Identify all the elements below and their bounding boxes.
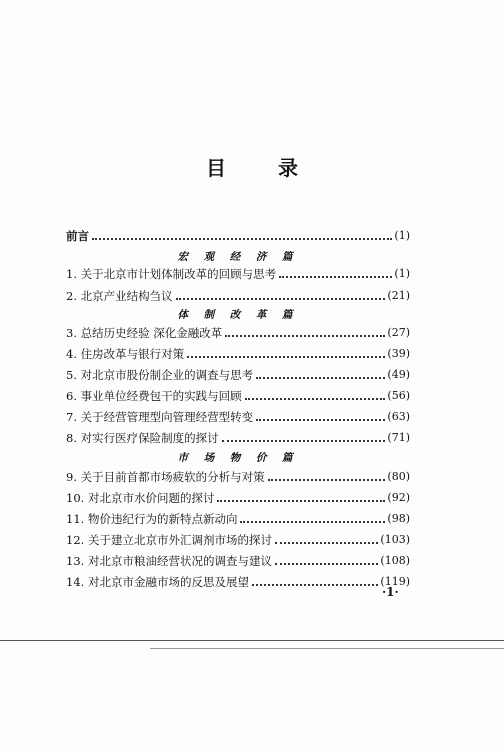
page-title [0,152,504,181]
toc-entry[interactable] [66,345,410,361]
leader-dots [225,334,385,337]
toc-entry-page: (71) [387,431,410,444]
title-char-2: 录 [278,156,298,180]
leader-dots [240,520,385,523]
toc-entry-page: (49) [387,368,410,381]
leader-dots [92,237,392,240]
toc-entry-page: (39) [387,347,410,360]
page-number: ·1· [382,585,399,599]
toc-entry-page: (27) [387,326,410,339]
toc-entry-label: 13. 对北京市粮油经营状况的调查与建议 [66,554,272,568]
toc-entry-label: 7. 关于经营管理型向管理经营型转变 [66,410,254,424]
toc-entry[interactable] [66,573,410,589]
toc-entry[interactable] [66,287,410,303]
toc-entry-label: 前言 [66,229,89,243]
leader-dots [245,397,386,400]
leader-dots [187,355,385,358]
toc-entry-label: 1. 关于北京市计划体制改革的回顾与思考 [66,267,277,281]
toc-entry-label: 10. 对北京市水价问题的探讨 [66,491,215,505]
toc-entry[interactable] [66,489,410,505]
toc-entry[interactable] [66,387,410,403]
toc-entry[interactable] [66,408,410,424]
leader-dots [176,297,386,300]
toc-entry-page: (98) [387,512,410,525]
title-char-1: 目 [206,156,226,180]
section-heading: 市 场 物 价 篇 [177,452,299,464]
toc-entry[interactable] [66,531,410,547]
section-heading: 体 制 改 革 篇 [177,309,299,321]
toc-entry[interactable] [66,429,410,445]
toc-entry-page: (103) [380,533,410,546]
toc-entry[interactable] [66,324,410,340]
toc-entry-page: (80) [387,470,410,483]
toc-entry-label: 5. 对北京市股份制企业的调查与思考 [66,368,254,382]
toc-entry-label: 3. 总结历史经验 深化金融改革 [66,326,223,340]
leader-dots [275,562,378,565]
toc-entry-page: (108) [380,554,410,567]
toc-entry-page: (1) [394,267,410,280]
toc-entry-label: 2. 北京产业结构刍议 [66,289,173,303]
leader-dots [268,478,386,481]
toc-entry[interactable] [66,366,410,382]
toc-entry-page: (92) [387,491,410,504]
toc-entry-label: 14. 对北京市金融市场的反思及展望 [66,575,249,589]
toc-entry-label: 12. 关于建立北京市外汇调剂市场的探讨 [66,533,272,547]
toc-entry-page: (56) [387,389,410,402]
toc-entry-page: (1) [394,229,410,242]
leader-dots [275,541,378,544]
toc-entry-label: 11. 物价违纪行为的新特点新动向 [66,512,238,526]
toc-entry-preface[interactable] [66,227,410,243]
leader-dots [222,439,386,442]
toc-entry-label: 9. 关于目前首都市场疲软的分析与对策 [66,470,265,484]
leader-dots [217,499,385,502]
leader-dots [256,376,385,379]
section-heading: 宏 观 经 济 篇 [177,251,299,263]
toc-entry-label: 8. 对实行医疗保险制度的探讨 [66,431,219,445]
toc-entry[interactable] [66,265,410,281]
leader-dots [252,583,378,586]
leader-dots [256,418,385,421]
page-edge-rule [0,640,504,641]
toc-entry-label: 6. 事业单位经费包干的实践与回顾 [66,389,242,403]
toc-entry-label: 4. 住房改革与银行对策 [66,347,185,361]
toc-entry-page: (119) [380,575,410,588]
toc-entry-page: (21) [387,289,410,302]
toc-entry[interactable] [66,510,410,526]
page-edge-rule [150,648,504,649]
toc-entry-page: (63) [387,410,410,423]
toc-entry[interactable] [66,552,410,568]
leader-dots [279,275,392,278]
toc-entry[interactable] [66,468,410,484]
